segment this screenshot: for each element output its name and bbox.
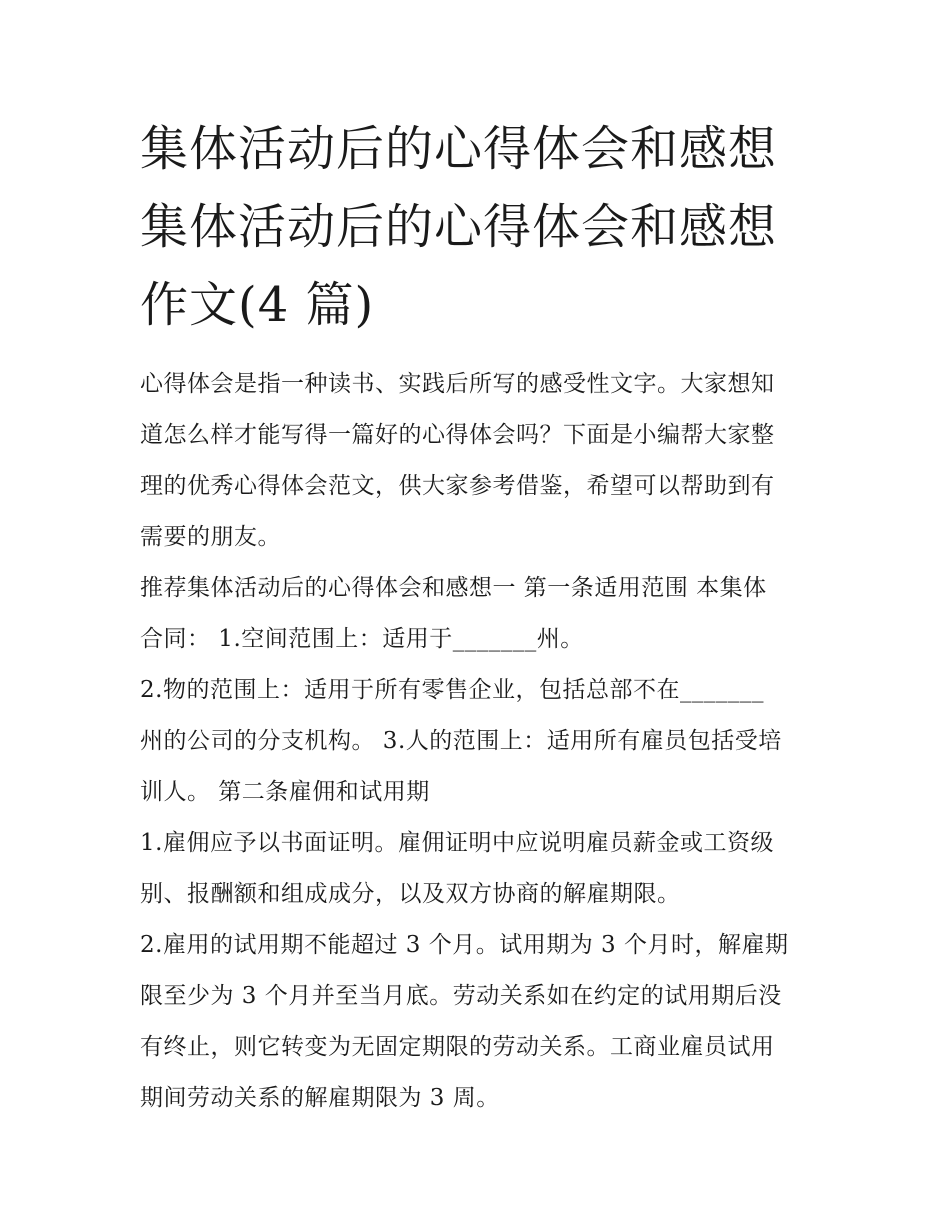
document-title <box>140 110 820 344</box>
title-line: 作文(4 篇) <box>140 277 375 333</box>
title-line: 集体活动后的心得体会和感想 <box>140 121 778 177</box>
text-line: 限至少为 3 个月并至当月底。劳动关系如在约定的试用期后没 <box>140 983 782 1009</box>
text-line: 需要的朋友。 <box>140 524 281 550</box>
title-line: 集体活动后的心得体会和感想 <box>140 199 778 255</box>
paragraph-employment <box>140 818 820 920</box>
text-line: 期间劳动关系的解雇期限为 3 周。 <box>140 1085 500 1111</box>
text-line: 2.雇用的试用期不能超过 3 个月。试用期为 3 个月时，解雇期 <box>140 932 789 958</box>
text-line: 1.雇佣应予以书面证明。雇佣证明中应说明雇员薪金或工资级 <box>140 830 774 856</box>
text-line: 2.物的范围上：适用于所有零售企业，包括总部不在_______ <box>140 677 764 703</box>
text-line: 心得体会是指一种读书、实践后所写的感受性文字。大家想知 <box>140 371 775 397</box>
text-line: 理的优秀心得体会范文，供大家参考借鉴，希望可以帮助到有 <box>140 473 775 499</box>
text-line: 别、报酬额和组成成分，以及双方协商的解雇期限。 <box>140 881 681 907</box>
paragraph-scope <box>140 563 820 665</box>
paragraph-intro <box>140 359 820 563</box>
text-line: 州的公司的分支机构。 3.人的范围上：适用所有雇员包括受培 <box>140 728 782 754</box>
document-body <box>140 359 820 1124</box>
paragraph-probation <box>140 920 820 1124</box>
document-page <box>140 110 820 1124</box>
text-line: 推荐集体活动后的心得体会和感想一 第一条适用范围 本集体 <box>140 575 767 601</box>
text-line: 合同： 1.空间范围上：适用于_______州。 <box>140 626 584 652</box>
text-line: 训人。 第二条雇佣和试用期 <box>140 779 430 805</box>
text-line: 道怎么样才能写得一篇好的心得体会吗？下面是小编帮大家整 <box>140 422 775 448</box>
paragraph-scope-items <box>140 665 820 818</box>
text-line: 有终止，则它转变为无固定期限的劳动关系。工商业雇员试用 <box>140 1034 775 1060</box>
